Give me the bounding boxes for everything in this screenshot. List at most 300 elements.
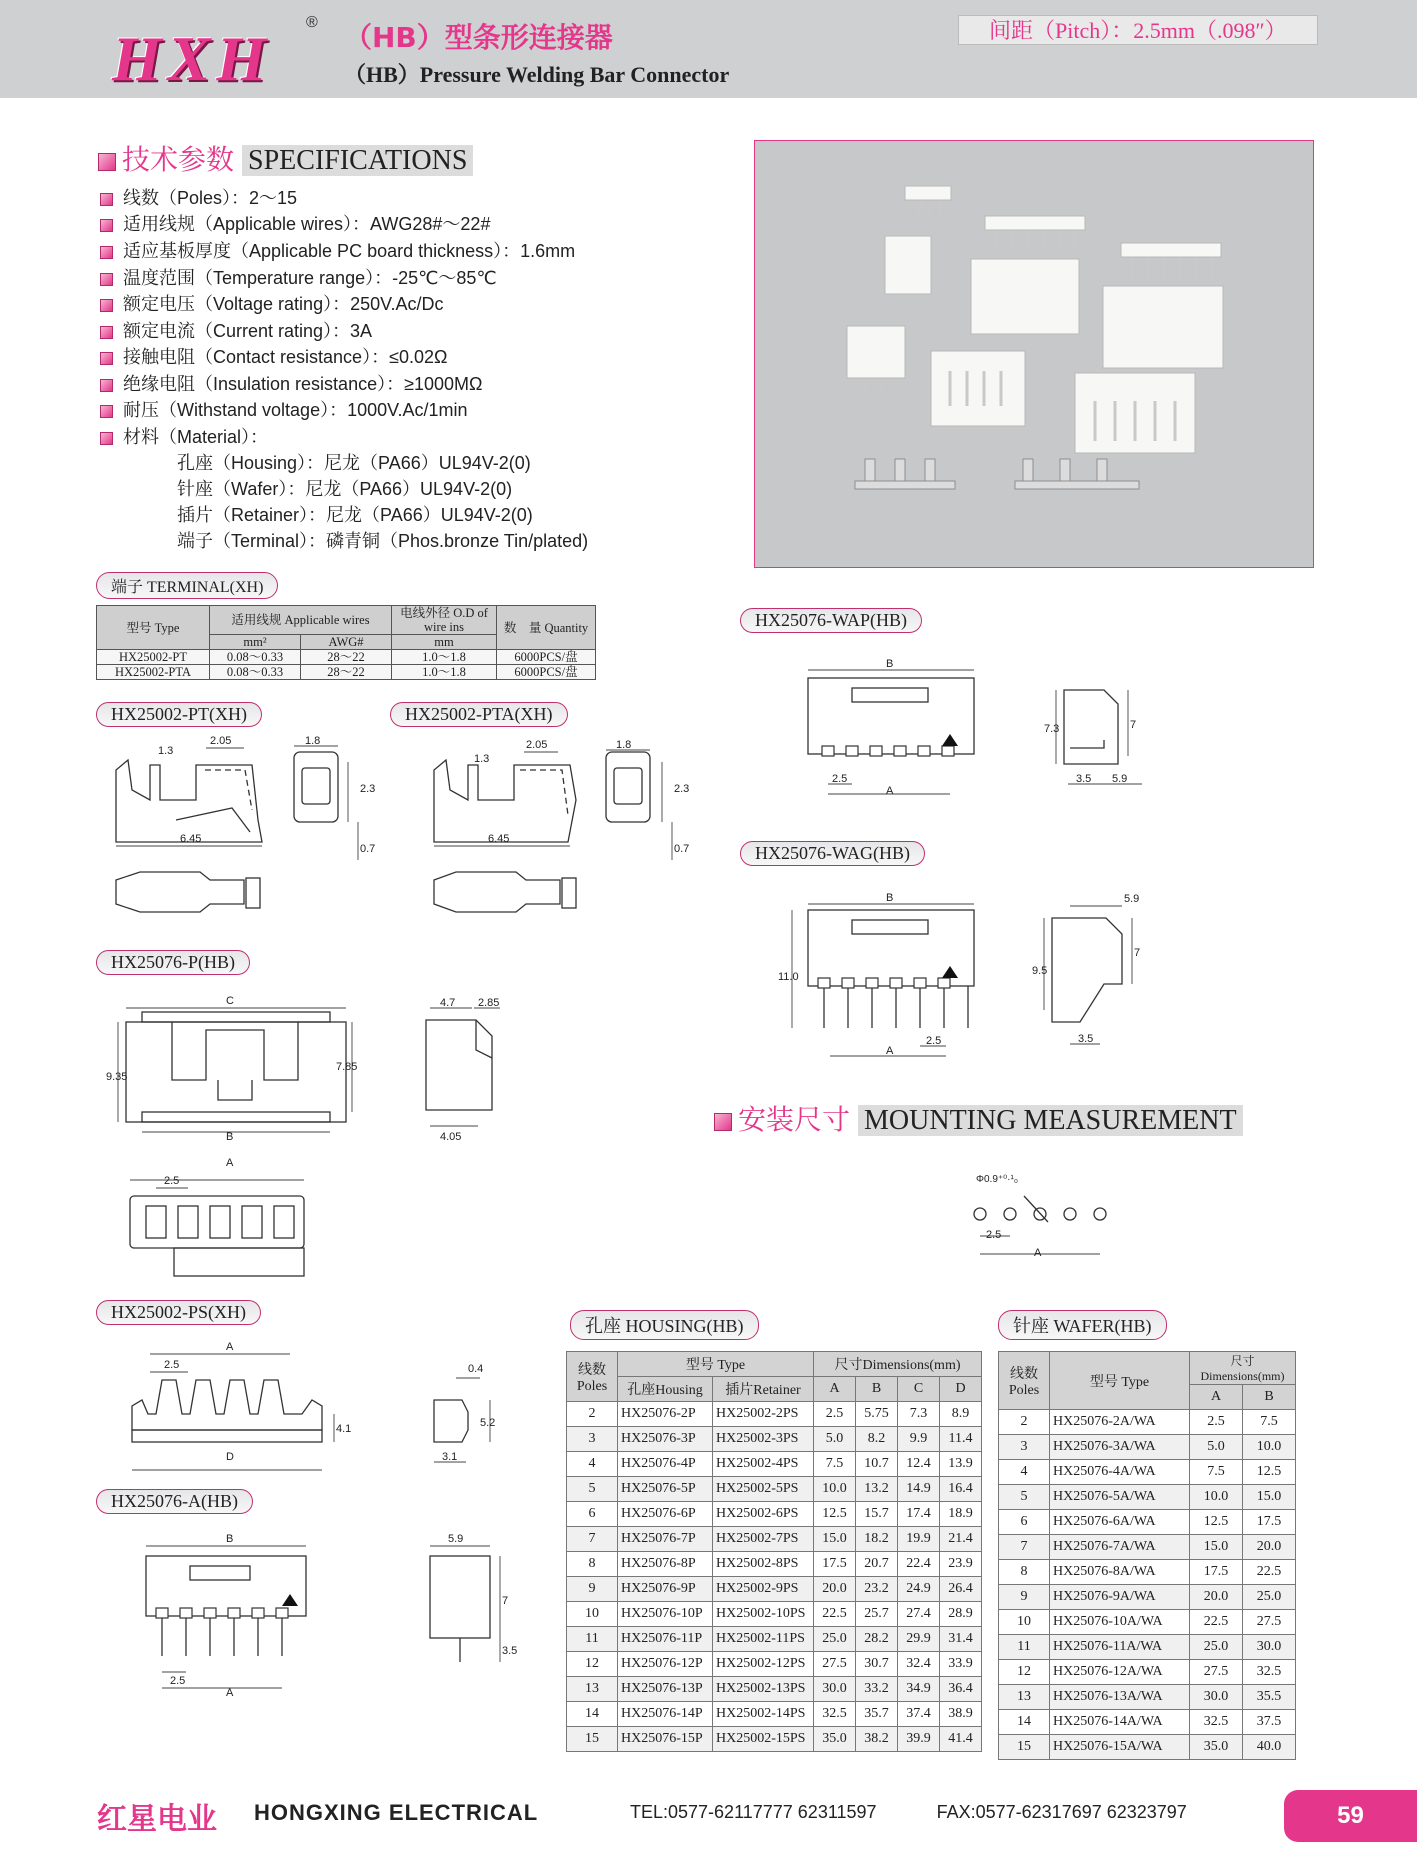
table-cell: HX25076-13P (618, 1677, 713, 1702)
page-title-en: （HB）Pressure Welding Bar Connector (344, 62, 730, 87)
dim-label: 3.5 (1076, 773, 1092, 785)
table-cell: 14 (999, 1710, 1050, 1735)
table-cell: 9 (999, 1585, 1050, 1610)
dim-label: 0.7 (360, 843, 376, 855)
table-cell: 37.4 (898, 1702, 940, 1727)
table-cell: HX25076-9A/WA (1050, 1585, 1190, 1610)
table-cell: 7 (567, 1527, 618, 1552)
table-cell: 10 (567, 1602, 618, 1627)
drawing-label-a: HX25076-A(HB) (96, 1489, 253, 1514)
table-cell: 11 (999, 1635, 1050, 1660)
table-cell: 13 (999, 1685, 1050, 1710)
table-cell: 12.5 (1243, 1460, 1296, 1485)
table-cell: HX25076-4P (618, 1452, 713, 1477)
table-row (999, 1635, 1296, 1660)
table-cell: 32.4 (898, 1652, 940, 1677)
table-row (999, 1435, 1296, 1460)
col-od-unit: mm (392, 635, 497, 650)
table-cell: 23.2 (856, 1577, 898, 1602)
table-cell: 12 (999, 1660, 1050, 1685)
pitch-badge: 间距（Pitch）：2.5mm（.098″） (958, 15, 1318, 45)
spec-item: 额定电流（Current rating）：3A (100, 317, 372, 343)
dim-label: 6.45 (488, 833, 510, 845)
dim-label: 5.9 (448, 1533, 464, 1545)
specs-heading-en: SPECIFICATIONS (242, 145, 473, 176)
table-cell: 30.0 (1190, 1685, 1243, 1710)
table-cell: 15.7 (856, 1502, 898, 1527)
table-cell: 27.5 (1190, 1660, 1243, 1685)
table-cell: HX25076-12A/WA (1050, 1660, 1190, 1685)
dim-label: 2.3 (360, 783, 376, 795)
table-cell: HX25076-13A/WA (1050, 1685, 1190, 1710)
table-cell: HX25076-12P (618, 1652, 713, 1677)
table-cell: HX25076-10A/WA (1050, 1610, 1190, 1635)
table-cell: 12.5 (1190, 1510, 1243, 1535)
dim-label: 7.85 (336, 1061, 358, 1073)
table-cell: 7.3 (898, 1402, 940, 1427)
brand-logo: HXH (112, 23, 273, 94)
table-row: HX25002-PTA 0.08～0.33 28～22 1.0～1.8 6000PCS/盘 (97, 665, 596, 680)
table-row (567, 1652, 982, 1677)
table-cell: 2.5 (1190, 1410, 1243, 1435)
col-od: 电线外径 O.D of wire ins (392, 606, 497, 635)
dim-label: A (886, 1045, 894, 1057)
table-cell: 17.4 (898, 1502, 940, 1527)
col-d: D (940, 1377, 982, 1402)
table-cell: 7.5 (1190, 1460, 1243, 1485)
col-poles: 线数 Poles (999, 1352, 1050, 1410)
table-row (567, 1702, 982, 1727)
table-cell: 8 (567, 1552, 618, 1577)
spec-item: 线数（Poles）：2～15 (100, 184, 297, 210)
table-row (999, 1510, 1296, 1535)
col-b: B (856, 1377, 898, 1402)
table-cell: 27.5 (1243, 1610, 1296, 1635)
table-cell: HX25002-4PS (713, 1452, 814, 1477)
table-cell: 32.5 (1190, 1710, 1243, 1735)
table-cell: 27.5 (814, 1652, 856, 1677)
col-type: 型号 Type (1050, 1352, 1190, 1410)
spec-item: 温度范围（Temperature range）：-25℃～85℃ (100, 264, 497, 290)
table-cell: HX25076-4A/WA (1050, 1460, 1190, 1485)
table-cell: HX25002-5PS (713, 1477, 814, 1502)
dim-label: 0.4 (468, 1363, 484, 1375)
spec-item: 材料（Material）： (100, 423, 268, 449)
table-cell: HX25076-5A/WA (1050, 1485, 1190, 1510)
col-b: B (1243, 1385, 1296, 1410)
table-row (999, 1585, 1296, 1610)
table-cell: 5.0 (1190, 1435, 1243, 1460)
table-cell: 6 (999, 1510, 1050, 1535)
table-cell: 3 (567, 1427, 618, 1452)
dim-label: 5.9 (1124, 893, 1140, 905)
material-item: 插片（Retainer）：尼龙（PA66）UL94V-2(0) (177, 505, 533, 525)
table-cell: 37.5 (1243, 1710, 1296, 1735)
specs-heading-cn: 技术参数 (122, 143, 235, 176)
table-cell: 38.9 (940, 1702, 982, 1727)
spec-item: 耐压（Withstand voltage）：1000V.Ac/1min (100, 396, 468, 422)
table-cell: 22.5 (1243, 1560, 1296, 1585)
footer-tel: TEL:0577-62117777 62311597 (630, 1802, 877, 1822)
table-cell: 21.4 (940, 1527, 982, 1552)
col-type: 型号 Type (97, 606, 210, 650)
mounting-heading-cn: 安装尺寸 (738, 1103, 851, 1136)
mounting-heading-en: MOUNTING MEASUREMENT (858, 1105, 1243, 1136)
dim-label: A (226, 1341, 234, 1353)
drawing-label-pta: HX25002-PTA(XH) (390, 702, 568, 727)
table-cell: HX25076-14A/WA (1050, 1710, 1190, 1735)
table-cell: 8 (999, 1560, 1050, 1585)
drawing-label-ps: HX25002-PS(XH) (96, 1300, 261, 1325)
table-cell: 30.7 (856, 1652, 898, 1677)
table-cell: HX25002-15PS (713, 1727, 814, 1752)
footer-fax: FAX:0577-62317697 62323797 (936, 1802, 1187, 1822)
table-cell: 2 (999, 1410, 1050, 1435)
table-cell: 35.0 (814, 1727, 856, 1752)
housing-label: 孔座 HOUSING(HB) (570, 1310, 759, 1340)
table-cell: 3 (999, 1435, 1050, 1460)
table-cell: 5 (567, 1477, 618, 1502)
dim-label: B (226, 1131, 234, 1143)
table-row (567, 1402, 982, 1427)
col-c: C (898, 1377, 940, 1402)
spec-item: 额定电压（Voltage rating）：250V.Ac/Dc (100, 290, 443, 316)
table-cell: 14.9 (898, 1477, 940, 1502)
table-cell: HX25076-2P (618, 1402, 713, 1427)
page-title-cn: （HB）型条形连接器 (344, 21, 613, 54)
spec-item: 接触电阻（Contact resistance）：≤0.02Ω (100, 343, 447, 369)
table-cell: 17.5 (814, 1552, 856, 1577)
table-cell: 11 (567, 1627, 618, 1652)
dim-label: 7 (1130, 719, 1137, 731)
dim-label: 2.05 (526, 739, 548, 751)
table-row (567, 1677, 982, 1702)
table-cell: HX25002-13PS (713, 1677, 814, 1702)
table-cell: HX25076-2A/WA (1050, 1410, 1190, 1435)
table-cell: 25.0 (1190, 1635, 1243, 1660)
dim-label: 0.7 (674, 843, 690, 855)
table-cell: HX25076-9P (618, 1577, 713, 1602)
col-qty: 数 量 Quantity (497, 606, 596, 650)
dim-label: Φ0.9⁺⁰·¹₀ (976, 1174, 1018, 1185)
table-cell: 12.4 (898, 1452, 940, 1477)
dim-label: 2.5 (170, 1675, 186, 1687)
table-row (999, 1710, 1296, 1735)
table-row (567, 1552, 982, 1577)
table-cell: HX25002-3PS (713, 1427, 814, 1452)
table-cell: HX25002-8PS (713, 1552, 814, 1577)
spec-item: 绝缘电阻（Insulation resistance）：≥1000MΩ (100, 370, 482, 396)
table-row (999, 1660, 1296, 1685)
table-cell: 33.9 (940, 1652, 982, 1677)
wafer-label: 针座 WAFER(HB) (998, 1310, 1167, 1340)
drawing-label-p: HX25076-P(HB) (96, 950, 250, 975)
dim-label: D (226, 1451, 234, 1463)
spec-item: 适用线规（Applicable wires）：AWG28#～22# (100, 210, 490, 236)
dim-label: B (226, 1533, 234, 1545)
table-cell: 39.9 (898, 1727, 940, 1752)
table-cell: 23.9 (940, 1552, 982, 1577)
dim-label: 2.3 (674, 783, 690, 795)
dim-label: 1.8 (616, 739, 632, 751)
table-cell: 19.9 (898, 1527, 940, 1552)
table-cell: 13.9 (940, 1452, 982, 1477)
table-cell: 35.5 (1243, 1685, 1296, 1710)
footer-company-en: HONGXING ELECTRICAL (254, 1800, 539, 1825)
table-cell: HX25076-6A/WA (1050, 1510, 1190, 1535)
table-row (999, 1485, 1296, 1510)
dim-label: 2.05 (210, 735, 232, 747)
table-cell: 34.9 (898, 1677, 940, 1702)
table-cell: 22.4 (898, 1552, 940, 1577)
dim-label: 3.1 (442, 1451, 458, 1463)
col-dims: 尺寸Dimensions(mm) (814, 1352, 982, 1377)
dim-label: 5.9 (1112, 773, 1128, 785)
table-cell: 10.0 (1190, 1485, 1243, 1510)
registered-mark: ® (306, 14, 318, 31)
dim-label: C (226, 995, 234, 1007)
table-cell: 10.7 (856, 1452, 898, 1477)
table-cell: 15 (567, 1727, 618, 1752)
dim-label: A (1034, 1247, 1042, 1259)
table-cell: 15.0 (1190, 1535, 1243, 1560)
dim-label: 2.5 (986, 1229, 1002, 1241)
table-cell: 8.9 (940, 1402, 982, 1427)
dim-label: A (226, 1157, 234, 1169)
table-row (567, 1452, 982, 1477)
dim-label: 2.5 (832, 773, 848, 785)
mounting-heading (714, 1098, 1243, 1138)
col-retainer: 插片Retainer (713, 1377, 814, 1402)
col-awg: AWG# (301, 635, 392, 650)
drawing-label-wap: HX25076-WAP(HB) (740, 608, 922, 633)
bullet-square-icon (714, 1113, 732, 1131)
dim-label: 6.45 (180, 833, 202, 845)
dim-label: 4.05 (440, 1131, 462, 1143)
table-cell: 25.7 (856, 1602, 898, 1627)
dim-label: 2.5 (164, 1359, 180, 1371)
table-cell: 10 (999, 1610, 1050, 1635)
table-cell: HX25002-14PS (713, 1702, 814, 1727)
table-cell: HX25002-12PS (713, 1652, 814, 1677)
dim-label: B (886, 892, 894, 904)
table-cell: 22.5 (814, 1602, 856, 1627)
dim-label: 7 (1134, 947, 1141, 959)
table-cell: 26.4 (940, 1577, 982, 1602)
page-number: 59 (1284, 1790, 1417, 1842)
wafer-table-body (999, 1410, 1296, 1760)
table-cell: 5.75 (856, 1402, 898, 1427)
table-cell: 36.4 (940, 1677, 982, 1702)
table-cell: 31.4 (940, 1627, 982, 1652)
table-row (567, 1477, 982, 1502)
dim-label: 5.2 (480, 1417, 496, 1429)
table-cell: 28.9 (940, 1602, 982, 1627)
table-row (567, 1502, 982, 1527)
table-cell: 12.5 (814, 1502, 856, 1527)
table-cell: HX25076-3A/WA (1050, 1435, 1190, 1460)
table-cell: HX25076-15P (618, 1727, 713, 1752)
table-cell: 5 (999, 1485, 1050, 1510)
table-cell: 20.0 (1190, 1585, 1243, 1610)
table-cell: 5.0 (814, 1427, 856, 1452)
dim-label: 2.85 (478, 997, 500, 1009)
table-row (567, 1627, 982, 1652)
col-mm2: mm² (210, 635, 301, 650)
dim-label: 1.3 (474, 753, 490, 765)
table-cell: 18.9 (940, 1502, 982, 1527)
table-cell: HX25076-10P (618, 1602, 713, 1627)
table-cell: HX25076-11P (618, 1627, 713, 1652)
table-cell: 24.9 (898, 1577, 940, 1602)
table-cell: HX25002-2PS (713, 1402, 814, 1427)
table-cell: 32.5 (814, 1702, 856, 1727)
table-row (567, 1527, 982, 1552)
table-cell: 14 (567, 1702, 618, 1727)
table-cell: 20.0 (814, 1577, 856, 1602)
table-cell: 22.5 (1190, 1610, 1243, 1635)
table-cell: 15 (999, 1735, 1050, 1760)
table-row (999, 1535, 1296, 1560)
table-cell: 13 (567, 1677, 618, 1702)
dim-label: 4.7 (440, 997, 456, 1009)
table-cell: 25.0 (1243, 1585, 1296, 1610)
table-cell: 17.5 (1190, 1560, 1243, 1585)
wafer-table (998, 1351, 1296, 1760)
table-cell: 13.2 (856, 1477, 898, 1502)
table-cell: 8.2 (856, 1427, 898, 1452)
col-poles: 线数 Poles (567, 1352, 618, 1402)
table-cell: 38.2 (856, 1727, 898, 1752)
table-cell: 40.0 (1243, 1735, 1296, 1760)
drawing-label-wag: HX25076-WAG(HB) (740, 841, 925, 866)
table-cell: 33.2 (856, 1677, 898, 1702)
dim-label: 2.5 (926, 1035, 942, 1047)
table-cell: 28.2 (856, 1627, 898, 1652)
table-cell: 4 (999, 1460, 1050, 1485)
table-row (567, 1577, 982, 1602)
table-row (567, 1427, 982, 1452)
table-cell: 9.9 (898, 1427, 940, 1452)
table-cell: HX25002-9PS (713, 1577, 814, 1602)
table-cell: 29.9 (898, 1627, 940, 1652)
table-cell: HX25002-6PS (713, 1502, 814, 1527)
col-a: A (814, 1377, 856, 1402)
material-item: 针座（Wafer）：尼龙（PA66）UL94V-2(0) (177, 479, 513, 499)
table-cell: HX25076-15A/WA (1050, 1735, 1190, 1760)
table-cell: 20.7 (856, 1552, 898, 1577)
footer-company-cn: 红星电业 (97, 1802, 217, 1837)
table-cell: 20.0 (1243, 1535, 1296, 1560)
table-cell: HX25076-7P (618, 1527, 713, 1552)
table-row (999, 1460, 1296, 1485)
col-a: A (1190, 1385, 1243, 1410)
table-row (999, 1610, 1296, 1635)
table-cell: 15.0 (1243, 1485, 1296, 1510)
col-dims: 尺寸Dimensions(mm) (1190, 1352, 1296, 1385)
table-row (567, 1727, 982, 1752)
spec-item: 适应基板厚度（Applicable PC board thickness）：1.6mm (100, 237, 575, 263)
table-cell: 9 (567, 1577, 618, 1602)
dim-label: 7 (502, 1595, 509, 1607)
table-cell: 35.0 (1190, 1735, 1243, 1760)
material-item: 端子（Terminal）：磷青铜（Phos.bronze Tin/plated) (177, 531, 589, 551)
table-cell: 7 (999, 1535, 1050, 1560)
table-cell: 17.5 (1243, 1510, 1296, 1535)
table-cell: HX25076-14P (618, 1702, 713, 1727)
dim-label: 4.1 (336, 1423, 352, 1435)
dim-label: 7.3 (1044, 723, 1060, 735)
housing-table (566, 1351, 982, 1752)
material-item: 孔座（Housing）：尼龙（PA66）UL94V-2(0) (177, 453, 531, 473)
dim-label: 11.0 (778, 971, 799, 983)
table-cell: HX25002-7PS (713, 1527, 814, 1552)
col-wires: 适用线规 Applicable wires (210, 606, 392, 635)
table-cell: 15.0 (814, 1527, 856, 1552)
footer-contact (630, 1802, 1187, 1823)
table-cell: 11.4 (940, 1427, 982, 1452)
table-cell: 30.0 (1243, 1635, 1296, 1660)
table-row (999, 1735, 1296, 1760)
table-cell: 12 (567, 1652, 618, 1677)
dim-label: 1.8 (305, 735, 321, 747)
table-row (999, 1410, 1296, 1435)
table-cell: HX25076-6P (618, 1502, 713, 1527)
dim-label: B (886, 658, 894, 670)
dim-label: 1.3 (158, 745, 174, 757)
dim-label: 2.5 (164, 1175, 180, 1187)
col-type: 型号 Type (618, 1352, 814, 1377)
dim-label: A (886, 785, 894, 797)
table-cell: 6 (567, 1502, 618, 1527)
table-cell: HX25076-5P (618, 1477, 713, 1502)
table-cell: 10.0 (814, 1477, 856, 1502)
table-cell: HX25076-8P (618, 1552, 713, 1577)
dim-label: A (226, 1687, 234, 1699)
table-cell: 18.2 (856, 1527, 898, 1552)
dim-label: 3.5 (502, 1645, 518, 1657)
table-cell: 7.5 (1243, 1410, 1296, 1435)
table-cell: HX25076-7A/WA (1050, 1535, 1190, 1560)
table-cell: 4 (567, 1452, 618, 1477)
col-housing: 孔座Housing (618, 1377, 713, 1402)
housing-table-body (567, 1402, 982, 1752)
dim-label: 9.35 (106, 1071, 128, 1083)
table-cell: HX25076-8A/WA (1050, 1560, 1190, 1585)
table-cell: 27.4 (898, 1602, 940, 1627)
table-cell: HX25076-11A/WA (1050, 1635, 1190, 1660)
table-cell: 30.0 (814, 1677, 856, 1702)
table-cell: HX25002-10PS (713, 1602, 814, 1627)
table-cell: 2 (567, 1402, 618, 1427)
table-row (999, 1685, 1296, 1710)
dim-label: 3.5 (1078, 1033, 1094, 1045)
drawing-label-pt: HX25002-PT(XH) (96, 702, 262, 727)
table-cell: 35.7 (856, 1702, 898, 1727)
table-cell: HX25076-3P (618, 1427, 713, 1452)
table-cell: HX25002-11PS (713, 1627, 814, 1652)
table-cell: 10.0 (1243, 1435, 1296, 1460)
table-cell: 16.4 (940, 1477, 982, 1502)
table-cell: 41.4 (940, 1727, 982, 1752)
dim-label: 9.5 (1032, 965, 1048, 977)
table-cell: 2.5 (814, 1402, 856, 1427)
table-row: HX25002-PT 0.08～0.33 28～22 1.0～1.8 6000PCS/盘 (97, 650, 596, 665)
table-cell: 7.5 (814, 1452, 856, 1477)
table-cell: 25.0 (814, 1627, 856, 1652)
table-row (567, 1602, 982, 1627)
table-cell: 32.5 (1243, 1660, 1296, 1685)
